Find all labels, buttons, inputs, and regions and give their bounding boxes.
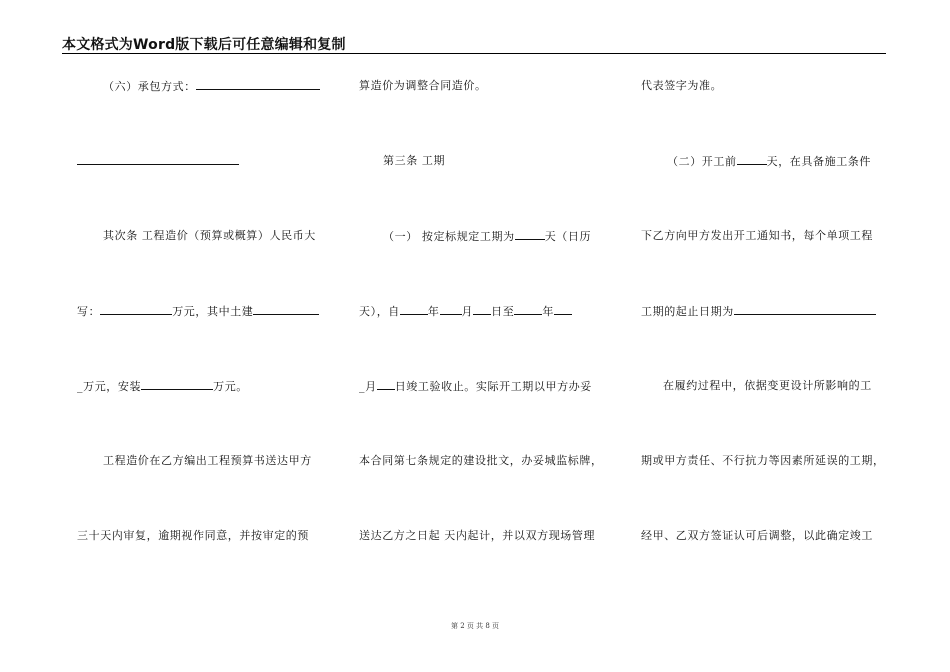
left-line-5 bbox=[77, 379, 248, 394]
text-segment: 写： bbox=[77, 305, 101, 318]
paragraph-text: 在履约过程中，依据变更设计所影响的工 bbox=[663, 379, 872, 392]
paragraph-text: 工程造价在乙方编出工程预算书送达甲方 bbox=[103, 454, 312, 467]
text-segment: 日竣工验收止。实际开工期以甲方办妥 bbox=[394, 380, 592, 393]
left-line-3 bbox=[103, 229, 316, 243]
blank-field bbox=[100, 304, 172, 315]
text-segment: （一） 按定标规定工期为 bbox=[383, 230, 515, 243]
right-line-7 bbox=[641, 529, 873, 543]
text-segment: 万元。 bbox=[213, 380, 248, 393]
paragraph-text: 期或甲方责任、不行抗力等因素所延误的工期， bbox=[641, 454, 885, 467]
left-line-1 bbox=[103, 79, 320, 94]
right-line-1 bbox=[641, 79, 722, 93]
middle-line-7 bbox=[359, 529, 595, 543]
paragraph-text: 三十天内审复，逾期视作同意，并按审定的预 bbox=[77, 529, 309, 542]
text-segment: 天，在具备施工条件 bbox=[766, 155, 872, 168]
blank-field bbox=[554, 304, 572, 315]
document-header-title: 本文格式为Word版下载后可任意编辑和复制 bbox=[62, 37, 346, 53]
page-number-footer: 第 2 页 共 8 页 bbox=[450, 622, 500, 630]
paragraph-text: 代表签字为准。 bbox=[641, 79, 723, 92]
blank-field bbox=[514, 304, 542, 315]
middle-line-3 bbox=[383, 229, 591, 244]
left-line-4 bbox=[77, 304, 319, 319]
blank-field bbox=[77, 154, 239, 165]
text-segment: 工期的起止日期为 bbox=[641, 305, 734, 318]
text-segment: 天），自 bbox=[359, 305, 400, 318]
text-segment: _ bbox=[77, 380, 84, 393]
left-line-6 bbox=[103, 454, 312, 468]
left-line-7 bbox=[77, 529, 309, 543]
middle-line-6 bbox=[359, 454, 603, 468]
paragraph-text: 经甲、乙双方签证认可后调整，以此确定竣工 bbox=[641, 529, 873, 542]
article-2-heading: 其次条 工程造价（预算或概算）人民币大 bbox=[103, 229, 316, 242]
text-segment: 月 bbox=[461, 305, 474, 318]
text-segment: 年 bbox=[427, 305, 440, 318]
right-line-3 bbox=[641, 229, 873, 243]
middle-line-4 bbox=[359, 304, 572, 319]
middle-line-5 bbox=[359, 379, 592, 394]
text-segment: 日至 bbox=[491, 305, 515, 318]
blank-field bbox=[737, 154, 767, 165]
paragraph-text: 本合同第七条规定的建设批文，办妥城监标牌， bbox=[359, 454, 603, 467]
blank-field bbox=[377, 379, 395, 390]
right-line-4 bbox=[641, 304, 876, 319]
right-line-2 bbox=[667, 154, 871, 169]
paragraph-text: 算造价为调整合同造价。 bbox=[359, 79, 487, 92]
blank-field bbox=[196, 79, 320, 90]
contract-method-label: （六）承包方式： bbox=[103, 80, 196, 93]
blank-field bbox=[734, 304, 876, 315]
blank-field bbox=[141, 379, 213, 390]
right-line-6 bbox=[641, 454, 885, 468]
blank-field bbox=[440, 304, 462, 315]
left-line-2 bbox=[77, 154, 239, 169]
right-line-5 bbox=[663, 379, 872, 393]
middle-line-1 bbox=[359, 79, 487, 93]
paragraph-text: 送达乙方之日起 天内起计，并以双方现场管理 bbox=[359, 529, 596, 542]
middle-line-2 bbox=[383, 154, 445, 168]
header-divider bbox=[62, 53, 886, 54]
text-segment: 万元，其中土建 bbox=[172, 305, 254, 318]
text-segment: 年 bbox=[542, 305, 554, 318]
blank-field bbox=[515, 229, 545, 240]
blank-field bbox=[400, 304, 428, 315]
text-segment: （二）开工前 bbox=[667, 155, 737, 168]
text-segment: 天（日历 bbox=[544, 230, 592, 243]
text-segment: _月 bbox=[359, 380, 377, 393]
paragraph-text: 下乙方向甲方发出开工通知书，每个单项工程 bbox=[641, 229, 873, 242]
blank-field bbox=[473, 304, 491, 315]
article-3-heading: 第三条 工期 bbox=[383, 154, 446, 167]
blank-field bbox=[253, 304, 319, 315]
text-segment: 万元，安装 bbox=[83, 380, 142, 393]
